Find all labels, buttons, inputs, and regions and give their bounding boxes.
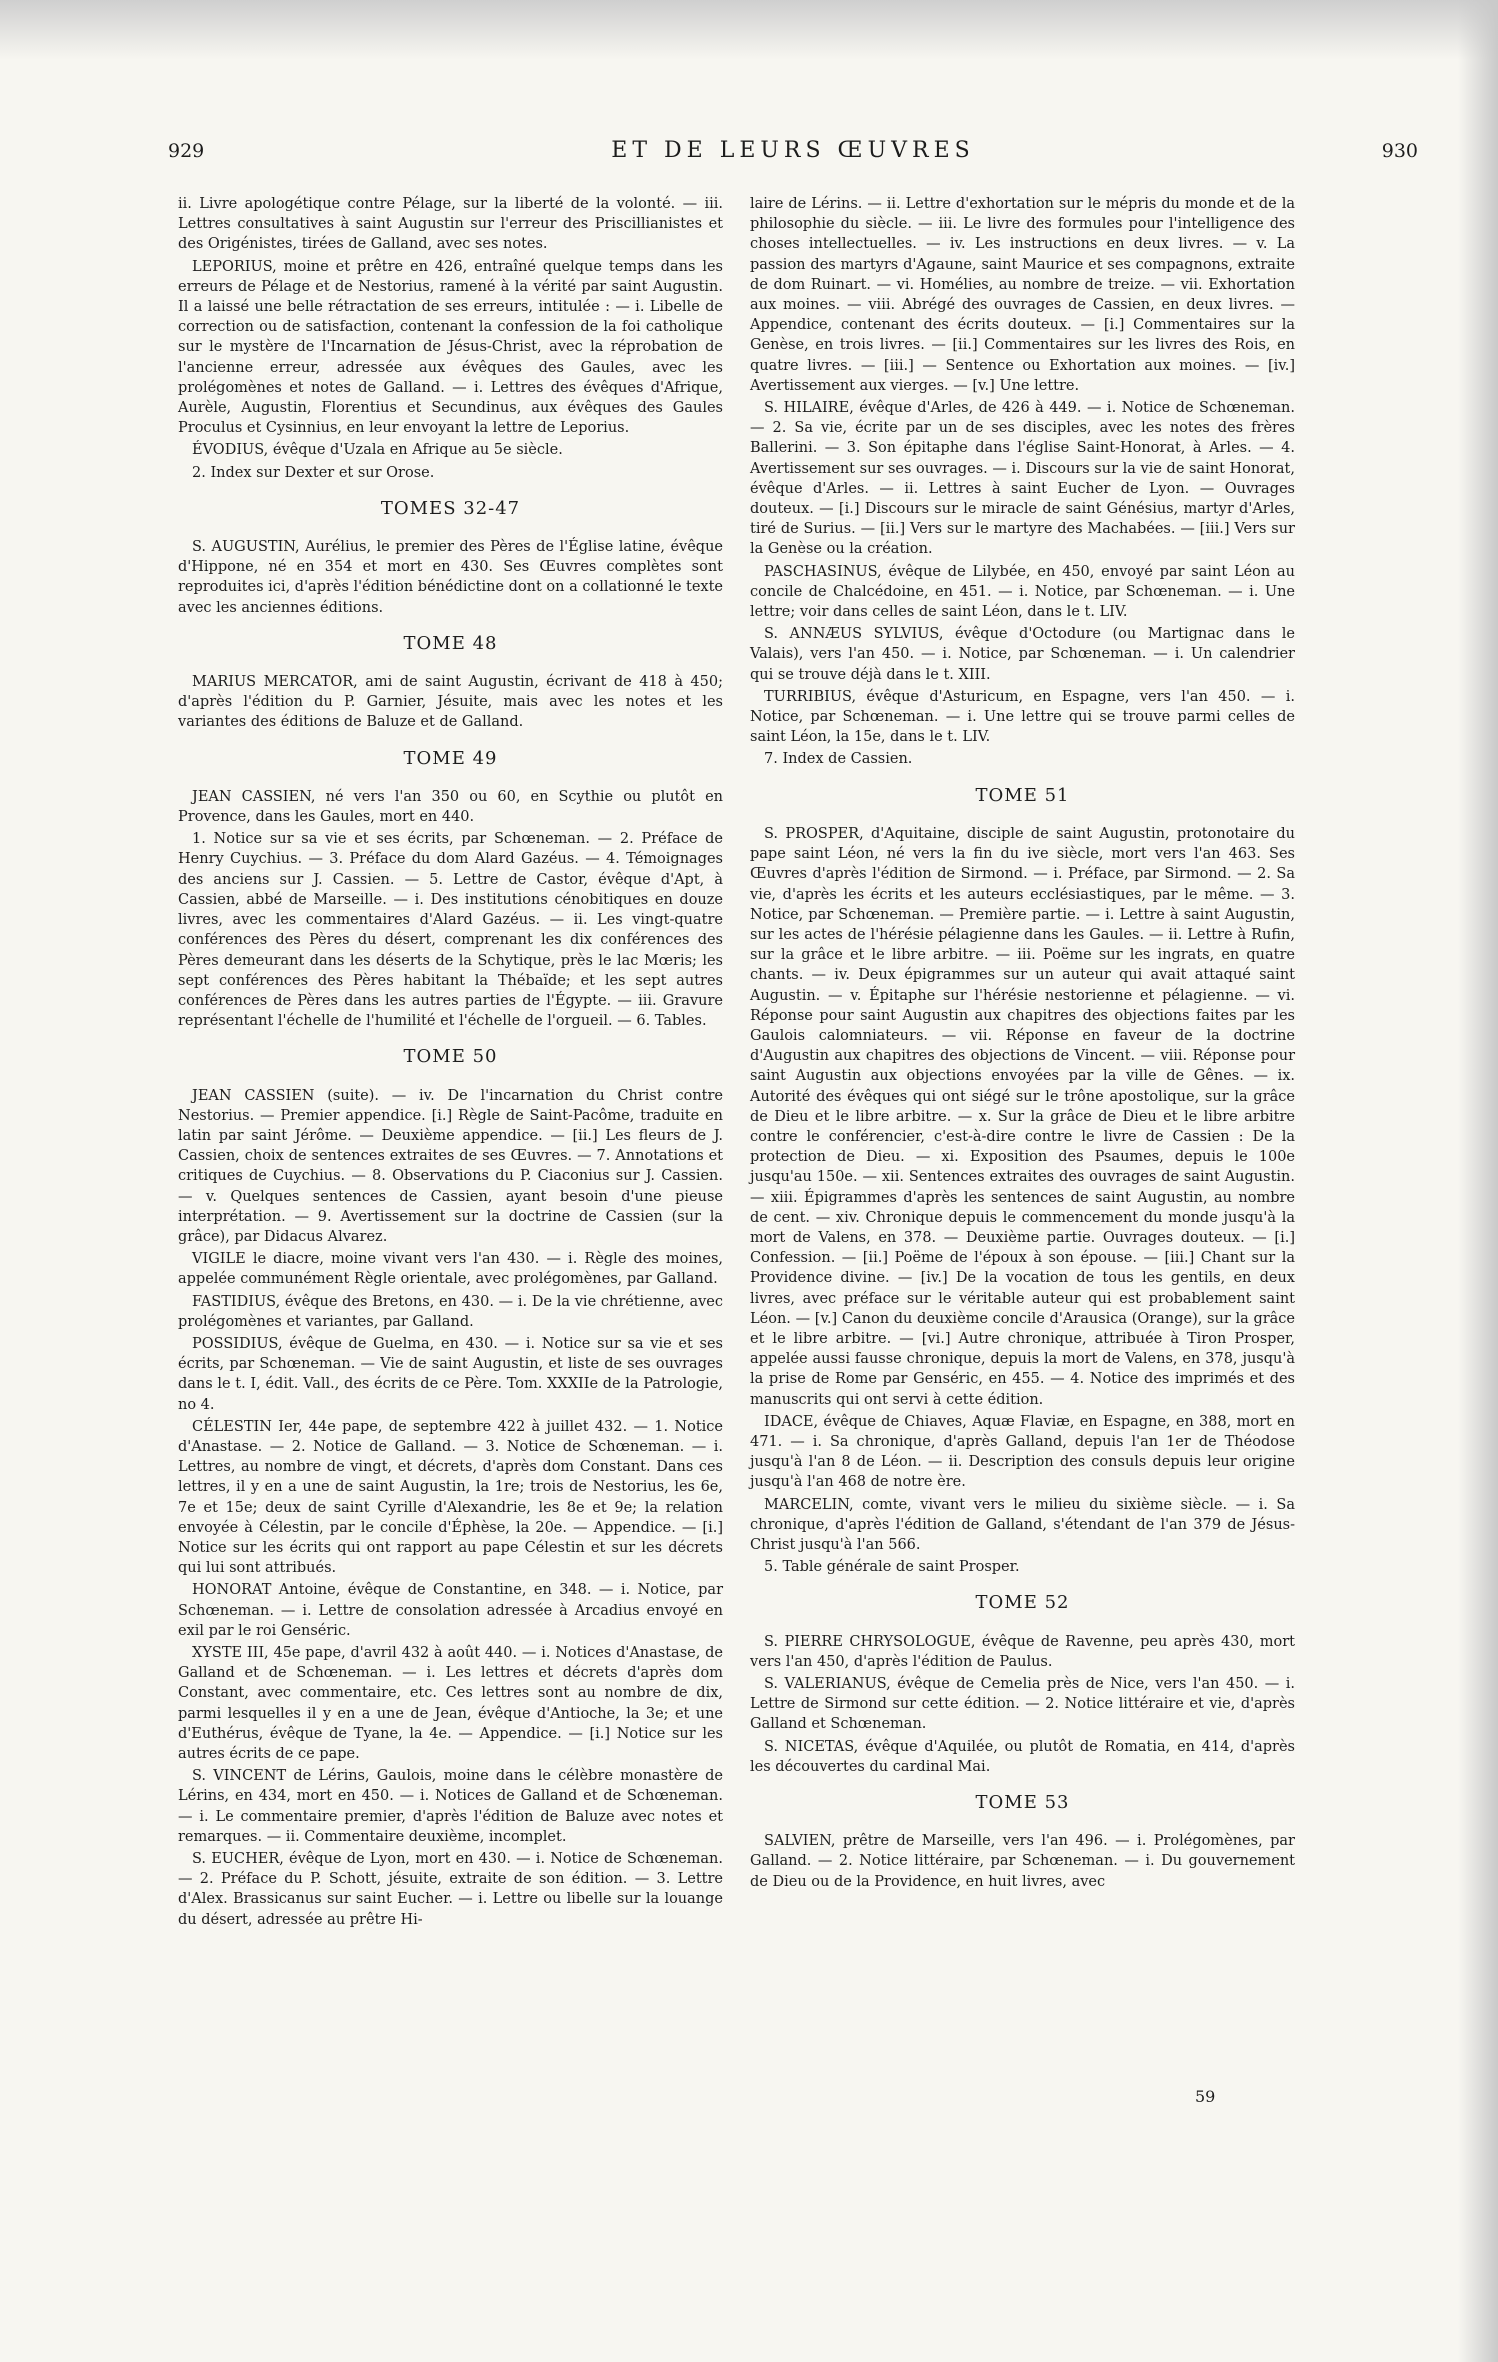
paragraph: LEPORIUS, moine et prêtre en 426, entraîné quelque temps dans les erreurs de Pélage et de Nestorius, ramené à la vérité par saint Augustin. Il a laissé une belle rétractation de ses erreurs, intitulée : — i. Libelle de correction ou de satisfaction, contenant la confession de la foi catholique sur le mystère de l'Incarnation de Jésus-Christ, avec la réprobation de l'ancienne erreur, adressée aux évêques des Gaules, avec les prolégomènes et notes de Galland. — i. Lettres des évêques d'Afrique, Aurèle, Augustin, Florentius et Secundinus, aux évêques des Gaules Proculus et Cysinnius, en leur envoyant la lettre de Leporius.	[178, 258, 723, 437]
running-title: ET DE LEURS ŒUVRES	[611, 138, 975, 163]
section-heading: TOME 49	[403, 747, 498, 769]
paragraph: S. PIERRE CHRYSOLOGUE, évêque de Ravenne, peu après 430, mort vers l'an 450, d'après l'édition de Paulus.	[750, 1633, 1295, 1670]
paragraph: S. EUCHER, évêque de Lyon, mort en 430. — i. Notice de Schœneman. — 2. Préface du P. Schott, jésuite, extraite de son édition. — 3. Lettre d'Alex. Brassicanus sur saint Eucher. — i. Lettre ou libelle sur la louange du désert, adressée au prêtre Hi-	[178, 1851, 723, 1928]
paragraph: S. AUGUSTIN, Aurélius, le premier des Pères de l'Église latine, évêque d'Hippone, né en 354 et mort en 430. Ses Œuvres complètes sont reproduites ici, d'après l'édition bénédictine dont on a collationné le texte avec les anciennes éditions.	[178, 539, 723, 616]
page-edge-shadow-top	[0, 0, 1498, 60]
left-column	[178, 194, 723, 1932]
running-header	[168, 140, 1418, 180]
paragraph: 2. Index sur Dexter et sur Orose.	[192, 464, 435, 481]
paragraph: S. VALERIANUS, évêque de Cemelia près de Nice, vers l'an 450. — i. Lettre de Sirmond sur cette édition. — 2. Notice littéraire et vie, d'après Galland et Schœneman.	[750, 1676, 1295, 1733]
section-heading: TOMES 32-47	[380, 497, 521, 519]
section-heading: TOME 51	[975, 784, 1070, 806]
section-heading: TOME 52	[975, 1592, 1070, 1614]
paragraph: S. HILAIRE, évêque d'Arles, de 426 à 449. — i. Notice de Schœneman. — 2. Sa vie, écrite par un de ses disciples, avec les notes des frères Ballerini. — 3. Son épitaphe dans l'église Saint-Honorat, à Arles. — 4. Avertissement sur ses ouvrages. — i. Discours sur la vie de saint Honorat, évêque d'Arles. — ii. Lettres à saint Eucher de Lyon. — Ouvrages douteux. — [i.] Discours sur le miracle de saint Génésius, martyr d'Arles, tiré de Surius. — [ii.] Vers sur le martyre des Machabées. — [iii.] Vers sur la Genèse ou la création.	[750, 400, 1295, 558]
paragraph: 7. Index de Cassien.	[764, 751, 913, 768]
signature-mark: 59	[1195, 2087, 1216, 2106]
paragraph: TURRIBIUS, évêque d'Asturicum, en Espagne, vers l'an 450. — i. Notice, par Schœneman. — i. Une lettre qui se trouve parmi celles de saint Léon, la 15e, dans le t. LIV.	[750, 688, 1295, 746]
section-heading: TOME 48	[403, 632, 498, 654]
paragraph: SALVIEN, prêtre de Marseille, vers l'an 496. — i. Prolégomènes, par Galland. — 2. Notice littéraire, par Schœneman. — i. Du gouvernement de Dieu ou de la Providence, en huit livres, avec	[750, 1833, 1295, 1890]
paragraph: 5. Table générale de saint Prosper.	[764, 1559, 1020, 1576]
paragraph: laire de Lérins. — ii. Lettre d'exhortation sur le mépris du monde et de la philosophie du siècle. — iii. Le livre des formules pour l'intelligence des choses intellectuelles. — iv. Les instructions en deux livres. — v. La passion des martyrs d'Agaune, saint Maurice et ses compagnons, extraite de dom Ruinart. — vi. Homélies, au nombre de treize. — vii. Exhortation aux moines. — viii. Abrégé des ouvrages de Cassien, en deux livres. — Appendice, contenant des écrits douteux. — [i.] Commentaires sur la Genèse, en trois livres. — [ii.] Commentaires sur les livres des Rois, en quatre livres. — [iii.] — Sentence ou Exhortation aux moines. — [iv.] Avertissement aux vierges. — [v.] Une lettre.	[750, 196, 1295, 394]
page-number-left: 929	[168, 140, 205, 162]
paragraph: CÉLESTIN Ier, 44e pape, de septembre 422 à juillet 432. — 1. Notice d'Anastase. — 2. Notice de Galland. — 3. Notice de Schœneman. — i. Lettres, au nombre de vingt, et décrets, d'après dom Constant. Dans ces lettres, il y en a une de saint Augustin, la 1re; trois de Nestorius, les 6e, 7e et 15e; deux de saint Cyrille d'Alexandrie, les 8e et 9e; la relation envoyée à Célestin, par le concile d'Éphèse, la 20e. — Appendice. — [i.] Notice sur les écrits qui ont rapport au pape Célestin et sur les décrets qui lui sont attribués.	[178, 1418, 723, 1577]
paragraph: IDACE, évêque de Chiaves, Aquæ Flaviæ, en Espagne, en 388, mort en 471. — i. Sa chronique, d'après Galland, depuis l'an 1er de Théodose jusqu'à l'an 8 de Léon. — ii. Description des consuls depuis leur origine jusqu'à l'an 468 de notre ère.	[750, 1413, 1295, 1491]
section-heading: TOME 53	[975, 1792, 1070, 1814]
paragraph: POSSIDIUS, évêque de Guelma, en 430. — i. Notice sur sa vie et ses écrits, par Schœneman. — Vie de saint Augustin, et liste de ses ouvrages dans le t. I, édit. Vall., des écrits de ce Père. Tom. XXXIIe de la Patrologie, no 4.	[178, 1335, 723, 1413]
paragraph: VIGILE le diacre, moine vivant vers l'an 430. — i. Règle des moines, appelée communément Règle orientale, avec prolégomènes, par Galland.	[178, 1251, 723, 1288]
paragraph: ii. Livre apologétique contre Pélage, sur la liberté de la volonté. — iii. Lettres consultatives à saint Augustin sur l'erreur des Priscillianistes et des Origénistes, tirées de Galland, avec ses notes.	[178, 196, 723, 253]
paragraph: MARIUS MERCATOR, ami de saint Augustin, écrivant de 418 à 450; d'après l'édition du P. Garnier, Jésuite, mais avec les notes et les variantes des éditions de Baluze et de Galland.	[178, 674, 723, 731]
paragraph: XYSTE III, 45e pape, d'avril 432 à août 440. — i. Notices d'Anastase, de Galland et de Schœneman. — i. Les lettres et décrets d'après dom Constant, avec commentaire, etc. Ces lettres sont au nombre de dix, parmi lesquelles il y en a une de Jean, évêque d'Antioche, la 3e; et une d'Euthérus, évêque de Tyane, la 4e. — Appendice. — [i.] Notice sur les autres écrits de ce pape.	[178, 1645, 723, 1763]
page-edge-shadow-right	[1458, 0, 1498, 2362]
paragraph: S. PROSPER, d'Aquitaine, disciple de saint Augustin, protonotaire du pape saint Léon, né vers la fin du ive siècle, mort vers l'an 463. Ses Œuvres d'après l'édition de Sirmond. — i. Préface, par Sirmond. — 2. Sa vie, d'après les écrits et les auteurs ecclésiastiques, par le même. — 3. Notice, par Schœneman. — Première partie. — i. Lettre à saint Augustin, sur les actes de l'hérésie pélagienne dans les Gaules. — ii. Lettre à Rufin, sur la grâce et le libre arbitre. — iii. Poëme sur les ingrats, en quatre chants. — iv. Deux épigrammes sur un auteur qui avait attaqué saint Augustin. — v. Épitaphe sur l'hérésie nestorienne et pélagienne. — vi. Réponse pour saint Augustin aux chapitres des objections faites par les Gaulois calomniateurs. — vii. Réponse en faveur de la doctrine d'Augustin aux chapitres des objections de Vincent. — viii. Réponse pour saint Augustin aux objections envoyées par la ville de Gênes. — ix. Autorité des évêques qui ont siégé sur le trône apostolique, sur la grâce de Dieu et le libre arbitre. — x. Sur la grâce de Dieu et le libre arbitre contre le conférencier, c'est-à-dire contre le livre de Cassien : De la protection de Dieu. — xi. Exposition des Psaumes, depuis le 100e jusqu'au 150e. — xii. Sentences extraites des ouvrages de saint Augustin. — xiii. Épigrammes d'après les sentences de saint Augustin, au nombre de cent. — xiv. Chronique depuis le commencement du monde jusqu'à la mort de Valens, en 378. — Deuxième partie. Ouvrages douteux. — [i.] Confession. — [ii.] Poëme de l'époux à son épouse. — [iii.] Chant sur la Providence divine. — [iv.] De la vocation de tous les gentils, en deux livres, avec préface sur le véritable auteur qui est probablement saint Léon. — [v.] Canon du deuxième concile d'Arausica (Orange), sur la grâce et le libre arbitre. — [vi.] Autre chronique, attribuée à Tiron Prosper, appelée aussi fausse chronique, depuis la mort de Valens, en 378, jusqu'à la prise de Rome par Genséric, en 455. — 4. Notice des imprimés et des manuscrits qui ont servi à cette édition.	[750, 825, 1295, 1408]
paragraph: S. VINCENT de Lérins, Gaulois, moine dans le célèbre monastère de Lérins, en 434, mort en 450. — i. Notices de Galland et de Schœneman. — i. Le commentaire premier, d'après l'édition de Baluze avec notes et remarques. — ii. Commentaire deuxième, incomplet.	[178, 1768, 723, 1845]
paragraph: PASCHASINUS, évêque de Lilybée, en 450, envoyé par saint Léon au concile de Chalcédoine, en 451. — i. Notice, par Schœneman. — i. Une lettre; voir dans celles de saint Léon, dans le t. LIV.	[750, 563, 1295, 621]
paragraph: S. ANNÆUS SYLVIUS, évêque d'Octodure (ou Martignac dans le Valais), vers l'an 450. — i. Notice, par Schœneman. — i. Un calendrier qui se trouve déjà dans le t. XIII.	[750, 626, 1295, 683]
paragraph: FASTIDIUS, évêque des Bretons, en 430. — i. De la vie chrétienne, avec prolégomènes et variantes, par Galland.	[178, 1293, 723, 1330]
paragraph: JEAN CASSIEN, né vers l'an 350 ou 60, en Scythie ou plutôt en Provence, dans les Gaules, mort en 440.	[178, 788, 723, 826]
paragraph: JEAN CASSIEN (suite). — iv. De l'incarnation du Christ contre Nestorius. — Premier appendice. [i.] Règle de Saint-Pacôme, traduite en latin par saint Jérôme. — Deuxième appendice. — [ii.] Les fleurs de J. Cassien, choix de sentences extraites de ses Œuvres. — 7. Annotations et critiques de Cuychius. — 8. Observations du P. Ciaconius sur J. Cassien. — v. Quelques sentences de Cassien, ayant besoin d'une pieuse interprétation. — 9. Avertissement sur la doctrine de Cassien (sur la grâce), par Didacus Alvarez.	[178, 1087, 723, 1245]
paragraph: S. NICETAS, évêque d'Aquilée, ou plutôt de Romatia, en 414, d'après les découvertes du cardinal Mai.	[750, 1738, 1295, 1775]
paragraph: MARCELIN, comte, vivant vers le milieu du sixième siècle. — i. Sa chronique, d'après l'édition de Galland, s'étendant de l'an 379 de Jésus-Christ jusqu'à l'an 566.	[750, 1496, 1295, 1553]
paragraph: HONORAT Antoine, évêque de Constantine, en 348. — i. Notice, par Schœneman. — i. Lettre de consolation adressée à Arcadius envoyé en exil par le roi Genséric.	[178, 1582, 723, 1639]
section-heading: TOME 50	[403, 1046, 498, 1068]
paragraph: 1. Notice sur sa vie et ses écrits, par Schœneman. — 2. Préface de Henry Cuychius. — 3. Préface du dom Alard Gazéus. — 4. Témoignages des anciens sur J. Cassien. — 5. Lettre de Castor, évêque d'Apt, à Cassien, abbé de Marseille. — i. Des institutions cénobitiques en douze livres, avec les commentaires d'Alard Gazéus. — ii. Les vingt-quatre conférences des Pères du désert, comprenant les dix conférences des Pères demeurant dans les déserts de la Schytique, près le lac Mœris; les sept conférences des Pères habitant la Thébaïde; et les sept autres conférences de Pères dans les autres parties de l'Égypte. — iii. Gravure représentant l'échelle de l'humilité et l'échelle de l'orgueil. — 6. Tables.	[178, 831, 723, 1030]
paragraph: ÉVODIUS, évêque d'Uzala en Afrique au 5e siècle.	[192, 442, 563, 459]
page-number-right: 930	[1381, 140, 1418, 162]
right-column	[750, 194, 1295, 1894]
